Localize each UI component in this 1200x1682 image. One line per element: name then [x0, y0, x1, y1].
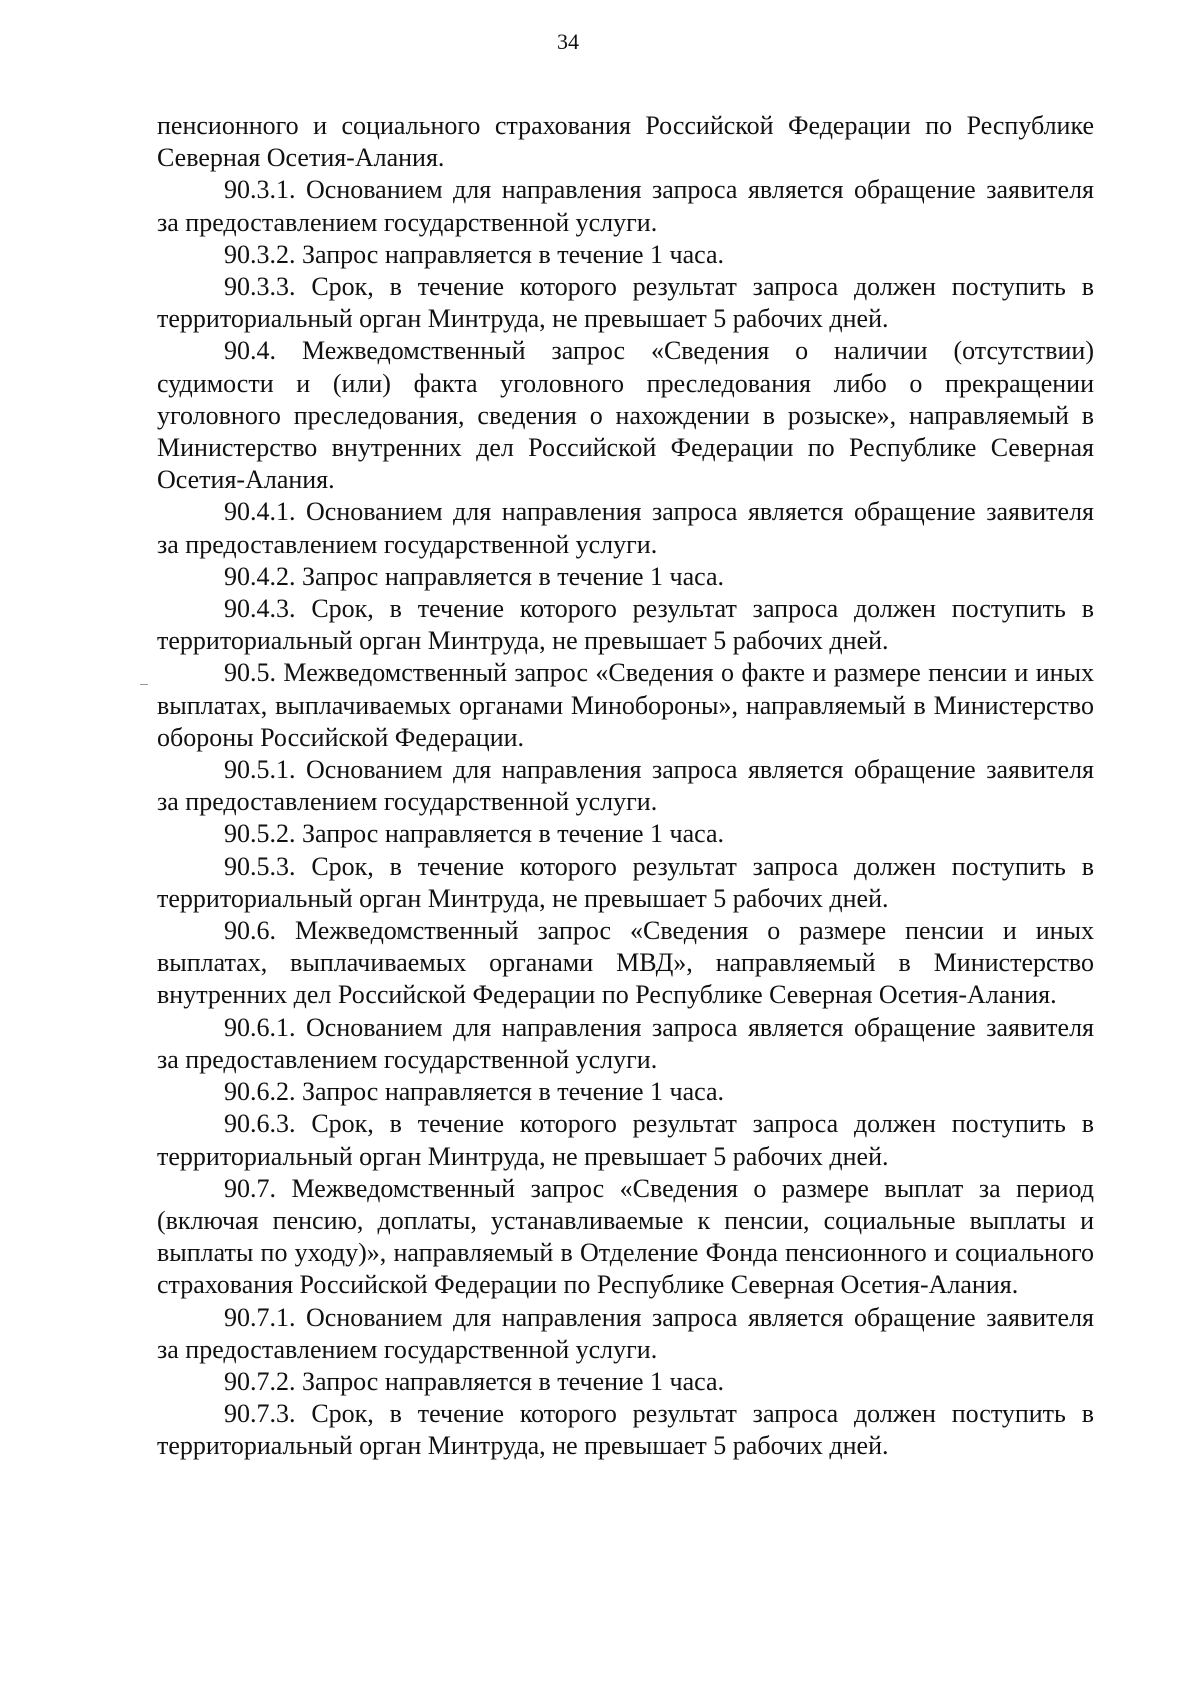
paragraph: 90.6.2. Запрос направляется в течение 1 часа.: [224, 1077, 725, 1107]
paragraph: 90.4.1. Основанием для направления запроса является обращение заявителя за предоставлением государственной услуги.: [157, 497, 1094, 559]
paragraph: 90.3.1. Основанием для направления запроса является обращение заявителя за предоставлением государственной услуги.: [157, 175, 1094, 237]
paragraph: 90.5.2. Запрос направляется в течение 1 часа.: [224, 819, 725, 849]
page-number: 34: [557, 29, 579, 54]
paragraph: 90.6.3. Срок, в течение которого результат запроса должен поступить в территориальный орган Минтруда, не превышает 5 рабочих дней.: [157, 1109, 1094, 1171]
paragraph: 90.5. Межведомственный запрос «Сведения о факте и размере пенсии и иных выплатах, выплачиваемых органами Минобороны», направляемый в Министерство обороны Российской Федерации.: [157, 658, 1094, 752]
paragraph: 90.5.1. Основанием для направления запроса является обращение заявителя за предоставлением государственной услуги.: [157, 755, 1094, 817]
paragraph: 90.7.2. Запрос направляется в течение 1 часа.: [224, 1366, 725, 1396]
paragraph: 90.6. Межведомственный запрос «Сведения о размере пенсии и иных выплатах, выплачиваемых органами МВД», направляемый в Министерство внутренних дел Российской Федерации по Республике Северная Осетия-Алания.: [157, 916, 1094, 1010]
paragraph: 90.3.3. Срок, в течение которого результат запроса должен поступить в территориальный орган Минтруда, не превышает 5 рабочих дней.: [157, 272, 1094, 334]
paragraph: 90.4.2. Запрос направляется в течение 1 часа.: [224, 561, 725, 591]
paragraph: 90.5.3. Срок, в течение которого результат запроса должен поступить в территориальный орган Минтруда, не превышает 5 рабочих дней.: [157, 851, 1094, 913]
document-body: [157, 110, 1094, 1463]
margin-mark: [140, 684, 148, 685]
paragraph: 90.7. Межведомственный запрос «Сведения о размере выплат за период (включая пенсию, доплаты, устанавливаемые к пенсии, социальные выплаты и выплаты по уходу)», направляемый в Отделение Фонда пенсионного и социального страхования Российской Федерации по Республике Северная Осетия-Алания.: [157, 1173, 1094, 1300]
paragraph: 90.4.3. Срок, в течение которого результат запроса должен поступить в территориальный орган Минтруда, не превышает 5 рабочих дней.: [157, 594, 1094, 656]
paragraph: 90.3.2. Запрос направляется в течение 1 часа.: [224, 239, 725, 269]
paragraph: 90.7.3. Срок, в течение которого результат запроса должен поступить в территориальный орган Минтруда, не превышает 5 рабочих дней.: [157, 1399, 1094, 1461]
paragraph: пенсионного и социального страхования Российской Федерации по Республике Северная Осетия-Алания.: [157, 111, 1094, 173]
paragraph: 90.4. Межведомственный запрос «Сведения о наличии (отсутствии) судимости и (или) факта уголовного преследования либо о прекращении уголовного преследования, сведения о нахождении в розыске», направляемый в Министерство внутренних дел Российской Федерации по Республике Северная Осетия-Алания.: [157, 336, 1094, 495]
paragraph: 90.6.1. Основанием для направления запроса является обращение заявителя за предоставлением государственной услуги.: [157, 1012, 1094, 1074]
paragraph: 90.7.1. Основанием для направления запроса является обращение заявителя за предоставлением государственной услуги.: [157, 1302, 1094, 1364]
